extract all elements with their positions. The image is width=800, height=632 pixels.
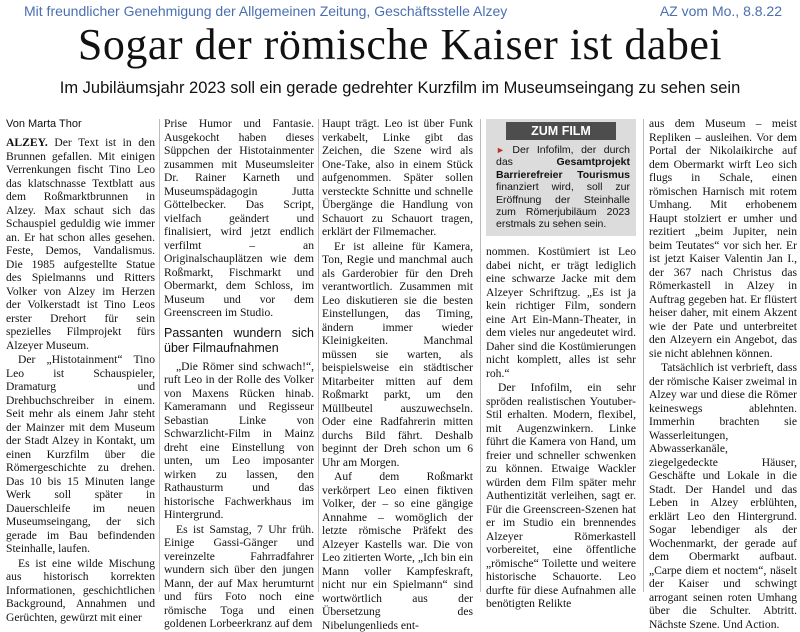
column-divider <box>318 119 319 592</box>
subheadline: Im Jubiläumsjahr 2023 soll ein gerade gedrehter Kurzfilm im Museumseingang zu sehen sein <box>59 79 741 97</box>
publication-date: AZ vom Mo., 8.8.22 <box>659 3 782 19</box>
headline: Sogar der römische Kaiser ist dabei <box>77 20 723 69</box>
paragraph: Haupt trägt. Leo ist über Funk verkabelt, Linke gibt das Zeichen, die Szene wird als One-Take, also in einem Stück aufgenommen. Später sollen versteckte Schnitte und schnelle Übergänge die Handlung von Schauort zu Schauort tragen, erklärt der Filmemacher. <box>322 117 473 238</box>
paragraph: Es ist Samstag, 7 Uhr früh. Einige Gassi-Gänger und vereinzelte Fahrradfahrer wundern sich über den jungen Mann, der auf Max herumturnt und fürs Foto noch eine römische Toga und einen goldenen Lorbeerkranz auf dem <box>164 522 314 630</box>
triangle-bullet-icon: ► <box>496 145 505 155</box>
paragraph: „Die Römer sind schwach!“, ruft Leo in der Rolle des Volker von Maxens Rücken hinab. Kameramann und Regisseur Sebastian Linke von Schwarzlicht-Film in Mainz dreht eine Einstellung von unten, um Leo imposanter wirken zu lassen, den Rathausturm und das historische Fachwerkhaus im Hintergrund. <box>164 359 314 521</box>
article-column-2 <box>164 117 314 630</box>
info-box-title: ZUM FILM <box>506 122 616 140</box>
paragraph: Es ist eine wilde Mischung aus historisch korrekten Informationen, geschichtlichen Background, Annahmen und Gerüchten, gewürzt mit einer <box>6 556 155 624</box>
paragraph: ALZEY. Der Text ist in den Brunnen gefallen. Mit einigen Verrenkungen fischt Tino Leo das klatschnasse Textblatt aus dem Roßmarktbrunnen in Alzey. Max schaut sich das Schauspiel geduldig wie immer an. Er hat schon alles gesehen. Feste, Demos, Vandalismus. Die 1985 aufgestellte Statue des Spielmanns und Ritters Volker von Alzey im Herzen der Volkerstadt ist Tino Leos erster Drehort für sein spezielles Filmprojekt fürs Alzeyer Museum. <box>6 136 155 352</box>
paragraph: Der „Histotainment“ Tino Leo ist Schauspieler, Dramaturg und Drehbuchschreiber in einem. Seit mehr als einem Jahr steht der Mainzer mit dem Museum der Stadt Alzey in Kontakt, um einen Kurzfilm über die Römergeschichte zu drehen. Das 10 bis 15 Minuten lange Werk soll später in Dauerschleife im neuen Museumseingang, der sich gerade im Bau befindenden Steinhalle, laufen. <box>6 353 155 555</box>
column-divider <box>480 119 481 592</box>
article-column-3 <box>322 117 473 632</box>
column-divider <box>159 119 160 592</box>
source-credit: Mit freundlicher Genehmigung der Allgemeinen Zeitung, Geschäftsstelle Alzey <box>24 3 508 19</box>
byline: Von Marta Thor <box>6 118 82 130</box>
paragraph: Der Infofilm, ein sehr spröden realistischen Youtuber-Stil erhalten. Modern, flexibel, mit Augenzwinkern. Linke führt die Kamera von Hand, um freier und schneller schwenken zu können. Etwaige Wackler würden dem Film später mehr Authentizität verleihen, sagt er. Für die Greenscreen-Szenen hat er im Studio ein brennendes Alzeyer Römerkastell vorbereitet, eine öffentliche „römische“ Toilette und weitere historische Schauorte. Leo durfte für diese Aufnahmen alle benötigten Relikte <box>486 381 636 610</box>
article-column-4 <box>486 245 636 610</box>
article-column-1 <box>6 136 155 624</box>
info-box <box>486 119 636 236</box>
column-divider <box>643 119 644 592</box>
section-subheading: Passanten wundern sich über Filmaufnahmen <box>164 325 314 355</box>
paragraph: Tatsächlich ist verbrieft, dass der römische Kaiser zweimal in Alzey war und diese die Römer keineswegs ablehnten. Immerhin brachten sie Wasserleitungen, Abwasserkanäle, ziegelgedeckte Häuser, Geschäfte und Lokale in die Stadt. Der Handel und das Leben in Alzey erblühten, erklärt Leo den Hintergrund. Sogar lebendiger als der Wochenmarkt, der gerade auf dem Obermarkt aufbaut. „Carpe diem et noctem“, näselt der Kaiser und schwingt arrogant seinen roten Umhang über die Schulter. Abtritt. Nächste Szene. Und Action. <box>649 361 797 631</box>
paragraph: nommen. Kostümiert ist Leo dabei nicht, er trägt lediglich eine schwarze Jacke mit dem Alzeyer Schriftzug. „Es ist ja kein richtiger Film, sondern eine Art Ein-Mann-Theater, in dem vieles nur angedeutet wird. Daher sind die Kostümierungen nicht komplett, alles ist sehr roh.“ <box>486 245 636 380</box>
paragraph: Auf dem Roßmarkt verkörpert Leo einen fiktiven Volker, der – so eine gängige Annahme – womöglich der letzte römische Präfekt des Alzeyer Kastells war. Die von Leo zitierten Worte, „Ich bin ein Mann voller Kampfeskraft, nicht nur ein Spielmann“ sind wortwörtlich aus der Übersetzung des Nibelungenlieds ent- <box>322 470 473 632</box>
paragraph: Prise Humor und Fantasie. Ausgekocht haben dieses Süppchen der Histotainmenter zusammen mit Museumsleiter Dr. Rainer Karneth und Museumspädagogin Jutta Göttelbecker. Das Script, vielfach geändert und finalisiert, wird jetzt endlich verfilmt – an Originalschauplätzen wie dem Roßmarkt, Fischmarkt und Obermarkt, dem Schloss, im Museum und vor dem Greenscreen im Studio. <box>164 117 314 319</box>
info-box-text: ► Der Infofilm, der durch das Gesamtprojekt Barrierefreier Tourismus finanziert wird, soll zur Eröffnung der Steinhalle zum Römerjubiläum 2023 erstmals zu sehen sein. <box>496 144 630 231</box>
article-column-5 <box>649 117 797 631</box>
paragraph: Er ist alleine für Kamera, Ton, Regie und manchmal auch als Garderobier für den Dreh verantwortlich. Zusammen mit Leo diskutieren sie die besten Einstellungen, das Timing, ändern immer wieder Kleinigkeiten. Manchmal müssen sie warten, als beispielsweise ein städtischer Mitarbeiter mitten auf dem Roßmarkt parkt, um den Müllbeutel auszuwechseln. Oder eine Radfahrerin mitten durchs Bild fährt. Deshalb beginnt der Dreh schon um 6 Uhr am Morgen. <box>322 239 473 469</box>
dateline: ALZEY. <box>6 136 48 149</box>
paragraph: aus dem Museum – meist Repliken – ausleihen. Vor dem Portal der Nikolaikirche auf dem Obermarkt wirft Leo sich flugs in Schale, einen römischen Harnisch mit rotem Umhang. Mit erhobenem Haupt stolziert er umher und rezitiert „beim Jupiter, nein beim Teutates“ vor sich her. Er ist jetzt Kaiser Valentin Jan I., der 367 nach Christus das Römerkastell in Alzey in Auftrag gegeben hat. Er flüstert heiser daher, mit einem Akzent wie der Pate und unterbreitet den Alzeyern ein Angebot, das sie nicht ablehnen können. <box>649 117 797 360</box>
